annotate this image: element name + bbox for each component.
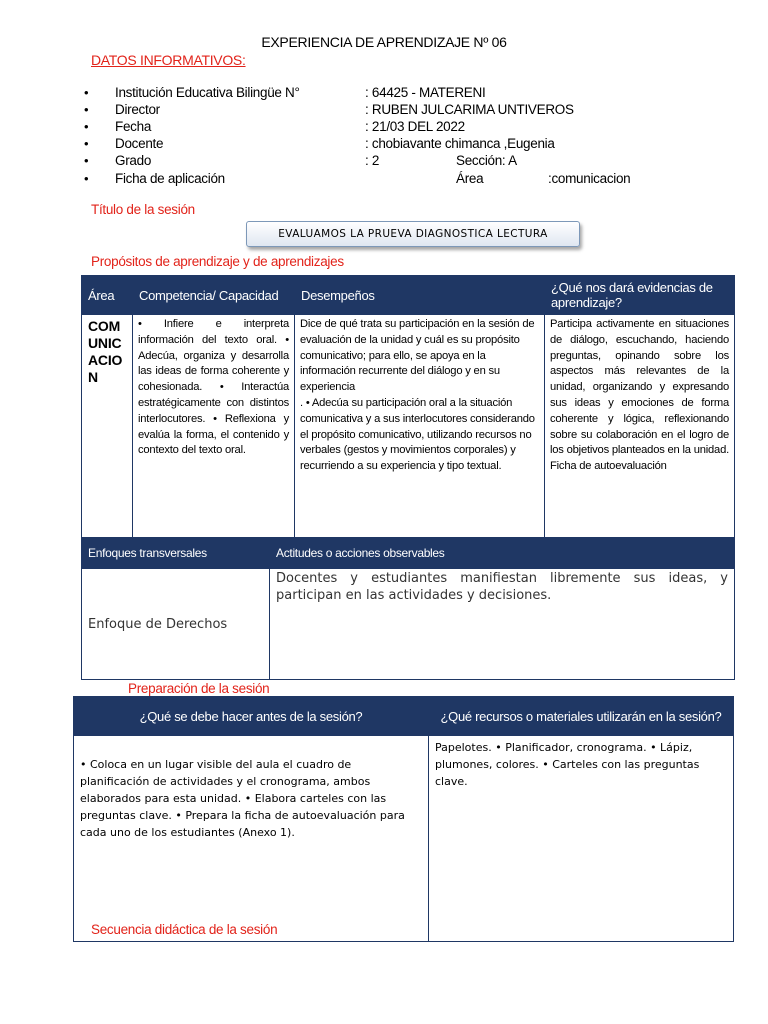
table-row xyxy=(82,315,735,539)
info-label: Fecha xyxy=(115,119,152,134)
header-area: Área xyxy=(82,276,133,315)
session-title-box: EVALUAMOS LA PRUEVA DIAGNOSTICA LECTURA xyxy=(246,221,580,247)
info-value: : 21/03 DEL 2022 xyxy=(365,119,465,134)
evidencias-cell: Participa activamente en situaciones de diálogo, escuchando, haciendo preguntas, opinando sobre los aspectos más relevantes de la unidad, organizando y expresando sus ideas y emociones de forma coherente y lógica, reflexionando sobre su colaboración en el logro de los objetivos planteados en la unidad. Ficha de autoevaluación xyxy=(545,315,735,539)
purposes-label: Propósitos de aprendizaje y de aprendizajes xyxy=(91,254,344,269)
info-value: : RUBEN JULCARIMA UNTIVEROS xyxy=(365,102,574,117)
header-competencia: Competencia/ Capacidad xyxy=(133,276,295,315)
table-header-row xyxy=(82,538,735,569)
info-area-value: :comunicacion xyxy=(548,171,631,186)
header-antes: ¿Qué se debe hacer antes de la sesión? xyxy=(74,697,429,736)
info-item-docente xyxy=(0,136,768,153)
enfoque-cell: Enfoque de Derechos xyxy=(82,569,270,680)
header-recursos: ¿Qué recursos o materiales utilizarán en la sesión? xyxy=(429,697,734,736)
info-item-institucion xyxy=(0,85,768,102)
info-seccion: Sección: A xyxy=(456,153,517,168)
info-item-fecha xyxy=(0,119,768,136)
preparation-table xyxy=(73,696,734,942)
info-label: Grado xyxy=(115,153,152,168)
purposes-table xyxy=(81,275,735,539)
info-label: Institución Educativa Bilingüe N° xyxy=(115,85,300,100)
info-item-grado xyxy=(0,153,768,170)
table-header-row xyxy=(74,697,734,736)
session-title-label: Título de la sesión xyxy=(91,202,195,217)
header-evidencias: ¿Qué nos dará evidencias de aprendizaje? xyxy=(545,276,735,315)
info-area-label: Área xyxy=(456,171,484,186)
header-actitudes: Actitudes o acciones observables xyxy=(270,538,735,569)
area-cell: COMUNICACION xyxy=(82,315,133,539)
sequence-label: Secuencia didáctica de la sesión xyxy=(91,922,278,937)
header-desempenos: Desempeños xyxy=(295,276,545,315)
bullet: • xyxy=(84,171,89,186)
desempenos-cell xyxy=(295,315,545,539)
recursos-cell: Papelotes. • Planificador, cronograma. • Lápiz, plumones, colores. • Carteles con las preguntas clave. xyxy=(429,736,734,942)
desempeno-text-1: Dice de qué trata su participación en la sesión de evaluación de la unidad y cuál es su propósito comunicativo; para ello, se apoya en la información recurrente del diálogo y en su experiencia xyxy=(300,318,535,394)
datos-informativos-heading: DATOS INFORMATIVOS: xyxy=(91,52,246,68)
bullet: • xyxy=(84,119,89,134)
competencia-cell: • Infiere e interpreta información del texto oral. • Adecúa, organiza y desarrolla las ideas de forma coherente y cohesionada. • Interactúa estratégicamente con distintos interlocutores. • Reflexiona y evalúa la forma, el contenido y contexto del texto oral. xyxy=(133,315,295,539)
bullet: • xyxy=(84,102,89,117)
desempeno-text-2: . • Adecúa su participación oral a la situación comunicativa y a sus interlocutores considerando el propósito comunicativo, utilizando recursos no verbales (gestos y movimientos corporales) y recurriendo a su experiencia y tipo textual. xyxy=(300,396,535,473)
preparation-label: Preparación de la sesión xyxy=(128,681,270,696)
antes-cell: • Coloca en un lugar visible del aula el cuadro de planificación de actividades y el cronograma, ambos elaborados para esta unidad. • Elabora carteles con las preguntas clave. • Prepara la ficha de autoevaluación para cada uno de los estudiantes (Anexo 1). xyxy=(74,736,429,942)
table-header-row xyxy=(82,276,735,315)
actitudes-cell: Docentes y estudiantes manifiestan libremente sus ideas, y participan en las actividades y decisiones. xyxy=(270,569,735,680)
info-item-director xyxy=(0,102,768,119)
info-label: Docente xyxy=(115,136,164,151)
info-label: Director xyxy=(115,102,160,117)
bullet: • xyxy=(84,153,89,168)
info-value: : 2 xyxy=(365,153,380,168)
document-title: EXPERIENCIA DE APRENDIZAJE Nº 06 xyxy=(261,34,507,50)
table-row xyxy=(74,736,734,942)
info-item-ficha xyxy=(0,171,768,188)
info-value: : 64425 - MATERENI xyxy=(365,85,486,100)
enfoques-table xyxy=(81,537,735,680)
bullet: • xyxy=(84,85,89,100)
header-enfoques: Enfoques transversales xyxy=(82,538,270,569)
bullet: • xyxy=(84,136,89,151)
info-label: Ficha de aplicación xyxy=(115,171,225,186)
info-value: : chobiavante chimanca ,Eugenia xyxy=(365,136,555,151)
table-row xyxy=(82,569,735,680)
